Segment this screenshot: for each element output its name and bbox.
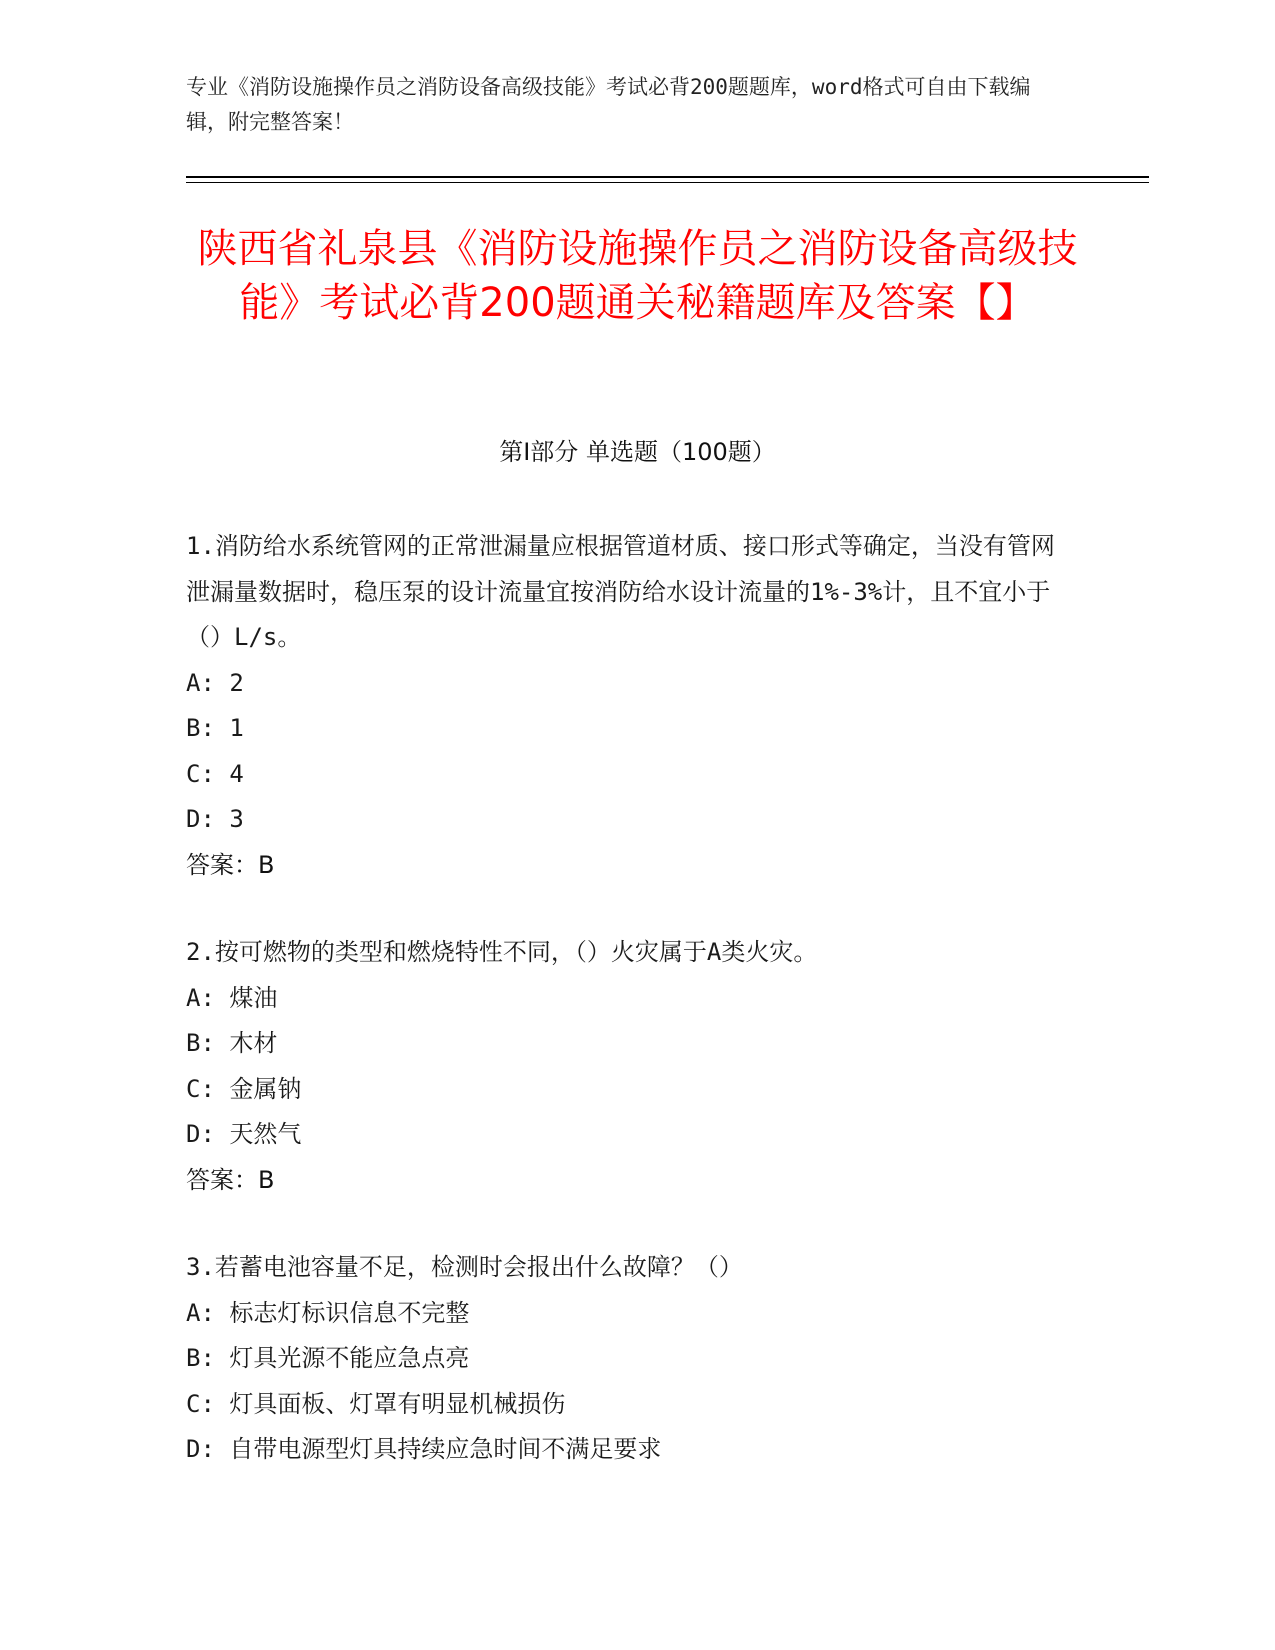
question-2 [186,930,1066,1203]
option-c: C: 金属钠 [186,1074,302,1103]
option-b: B: 灯具光源不能应急点亮 [186,1344,470,1372]
option-d: D: 3 [186,805,244,833]
section-heading: 第Ⅰ部分 单选题（100题） [499,438,776,466]
header-note: 专业《消防设施操作员之消防设备高级技能》考试必背200题题库，word格式可自由下载编辑，附完整答案！ [186,75,1031,134]
option-a: A: 煤油 [186,983,278,1012]
option-b: B: 1 [186,714,244,742]
answer-line: 答案：B [186,1165,275,1194]
question-stem: 3.若蓄电池容量不足，检测时会报出什么故障？（） [186,1253,743,1281]
option-d: D: 天然气 [186,1120,302,1148]
question-1 [186,524,1066,888]
document-title: 陕西省礼泉县《消防设施操作员之消防设备高级技能》考试必背200题通关秘籍题库及答案【】 [197,226,1078,326]
header-divider-thin [186,182,1149,183]
question-list [186,524,1066,1515]
answer-line: 答案：B [186,850,275,879]
option-c: C: 灯具面板、灯罩有明显机械损伤 [186,1389,566,1418]
option-d: D: 自带电源型灯具持续应急时间不满足要求 [186,1435,662,1463]
option-c: C: 4 [186,759,244,788]
question-stem: 2.按可燃物的类型和燃烧特性不同，（）火灾属于A类火灾。 [186,938,818,966]
question-stem: 1.消防给水系统管网的正常泄漏量应根据管道材质、接口形式等确定，当没有管网泄漏量数据时，稳压泵的设计流量宜按消防给水设计流量的1%-3%计，且不宜小于（）L/s。 [186,532,1055,651]
option-a: A: 标志灯标识信息不完整 [186,1298,470,1327]
question-3 [186,1245,1066,1473]
header-divider-thick [186,176,1149,178]
option-a: A: 2 [186,668,244,697]
option-b: B: 木材 [186,1029,278,1057]
